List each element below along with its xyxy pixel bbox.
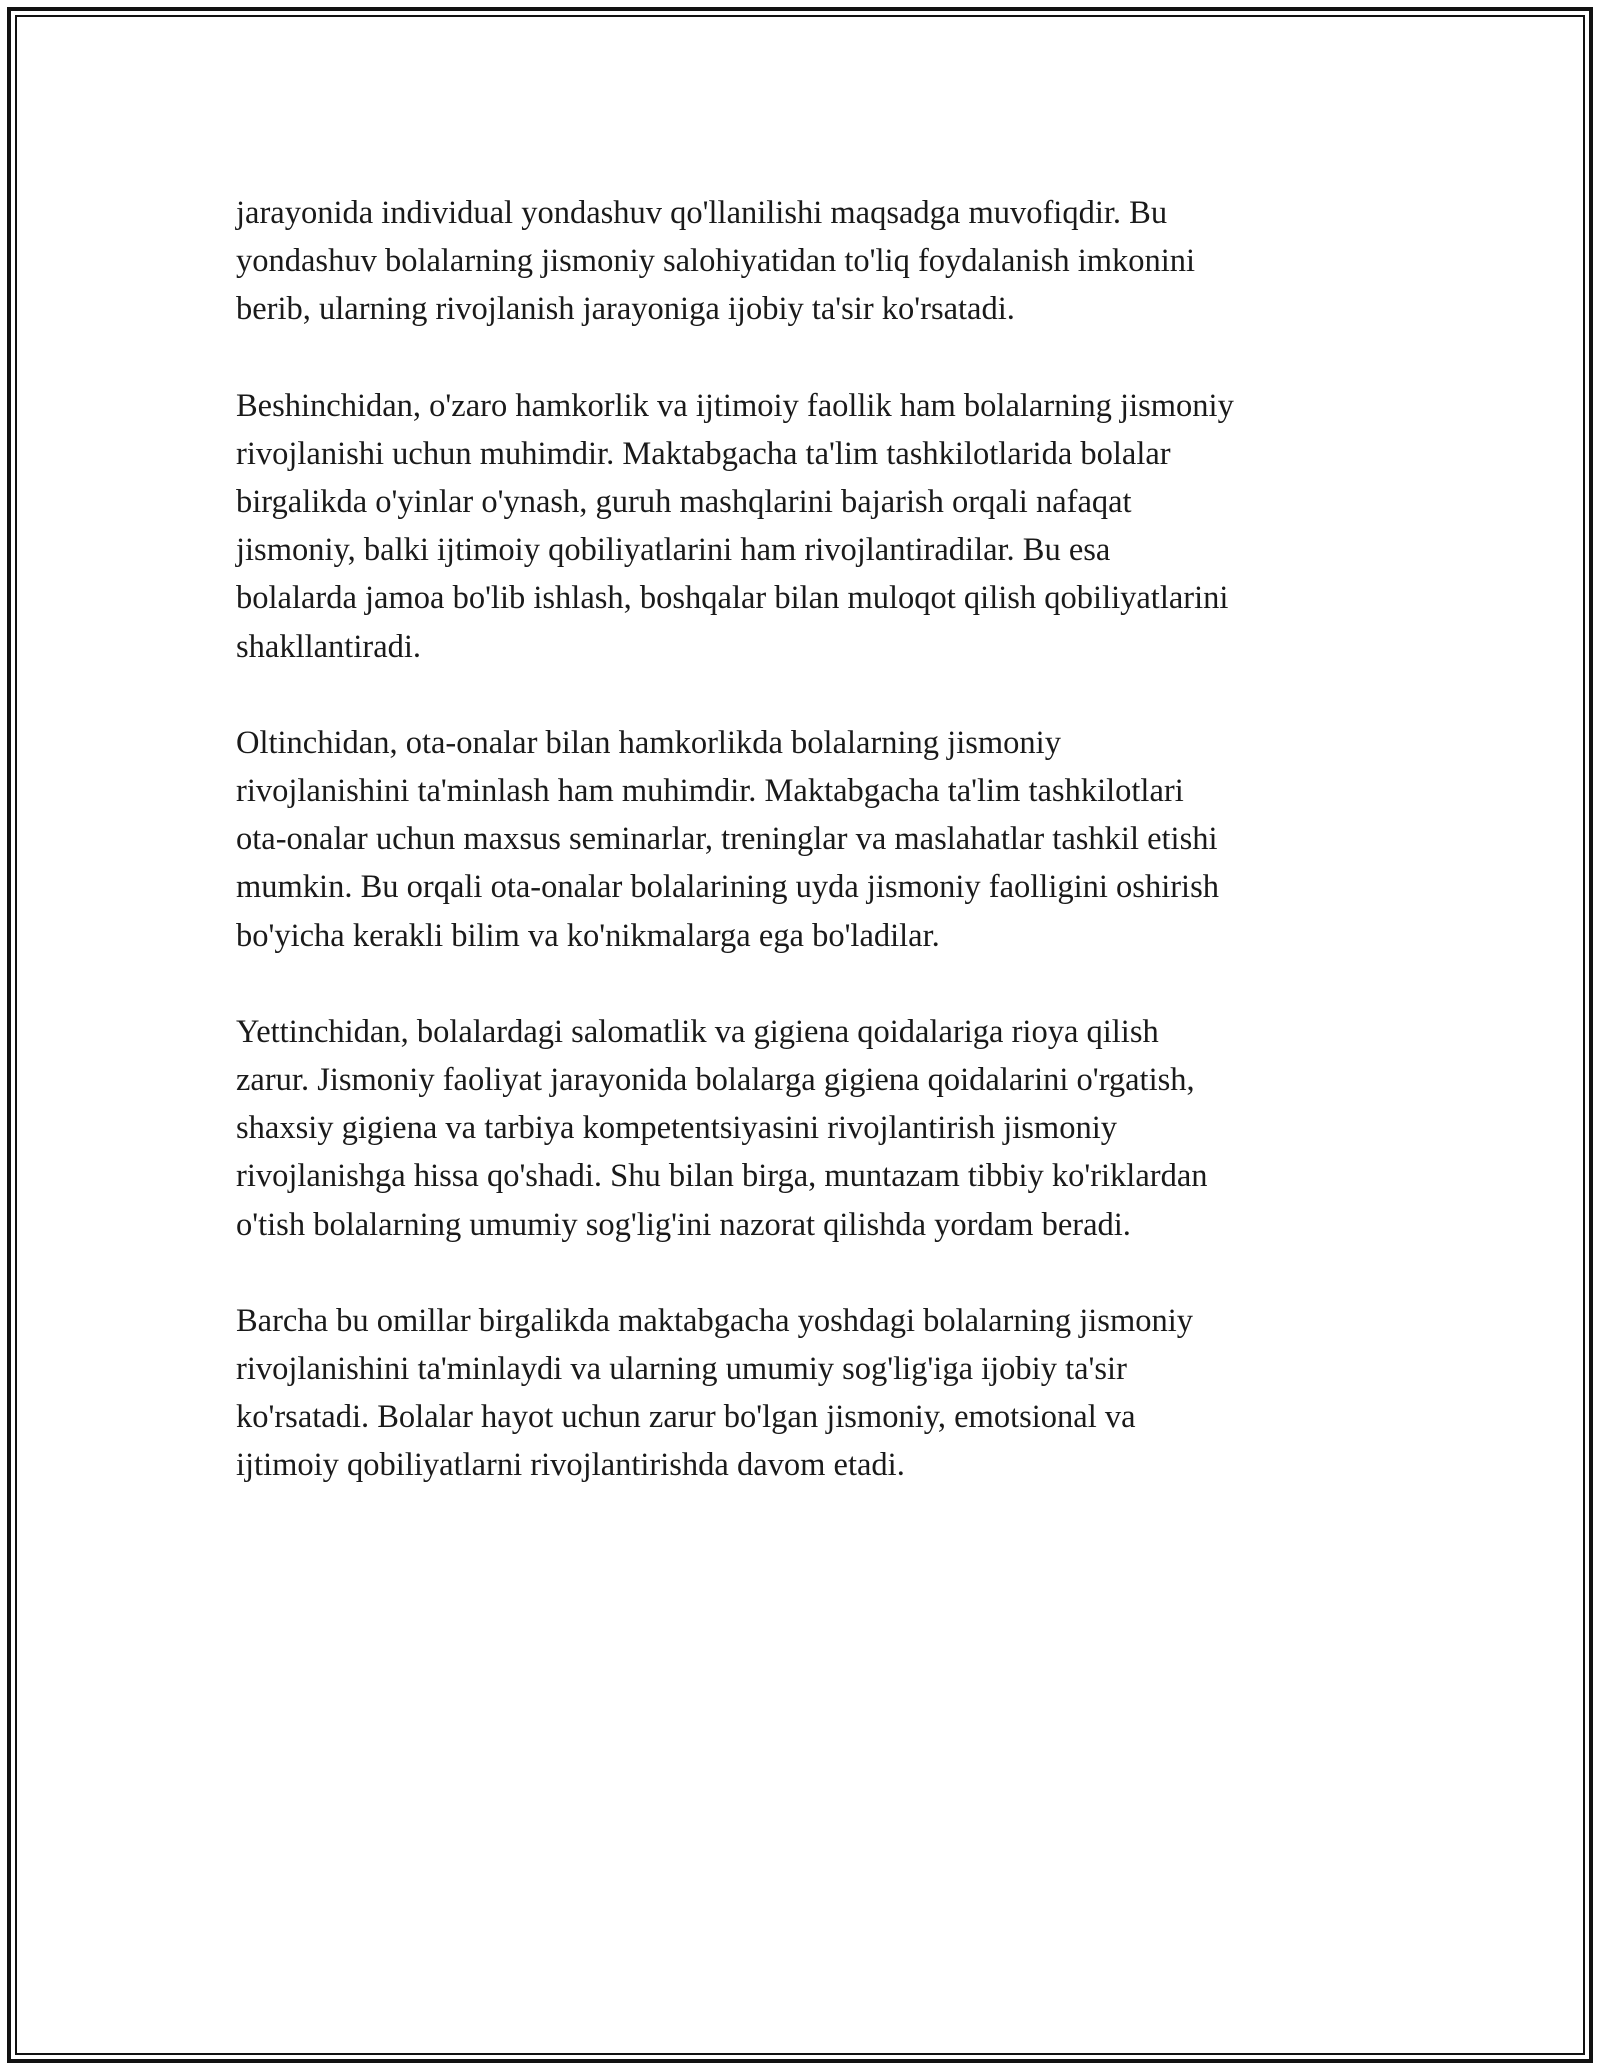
- text-line: rivojlanishi uchun muhimdir. Maktabgacha ta'lim tashkilotlarida bolalar: [236, 435, 1171, 472]
- text-line: rivojlanishga hissa qo'shadi. Shu bilan birga, muntazam tibbiy ko'riklardan: [236, 1158, 1208, 1195]
- text-line: Beshinchidan, o'zaro hamkorlik va ijtimoiy faollik ham bolalarning jismoniy: [236, 387, 1234, 424]
- text-line: zarur. Jismoniy faoliyat jarayonida bolalarga gigiena qoidalarini o'rgatish,: [236, 1062, 1195, 1099]
- text-line: ota-onalar uchun maxsus seminarlar, treninglar va maslahatlar tashkil etishi: [236, 821, 1218, 858]
- paragraph-5: [236, 1297, 1364, 1490]
- text-line: Yettinchidan, bolalardagi salomatlik va gigiena qoidalariga rioya qilish: [236, 1013, 1159, 1050]
- text-line: shakllantiradi.: [236, 628, 422, 665]
- text-line: o'tish bolalarning umumiy sog'lig'ini nazorat qilishda yordam beradi.: [236, 1206, 1131, 1243]
- document-body: [236, 189, 1364, 1538]
- text-line: jarayonida individual yondashuv qo'llanilishi maqsadga muvofiqdir. Bu: [236, 195, 1168, 231]
- text-line: rivojlanishini ta'minlaydi va ularning umumiy sog'lig'iga ijobiy ta'sir: [236, 1351, 1127, 1388]
- paragraph-1: [236, 189, 1364, 334]
- text-line: mumkin. Bu orqali ota-onalar bolalarining uyda jismoniy faolligini oshirish: [236, 869, 1219, 906]
- paragraph-3: [236, 719, 1364, 960]
- text-line: shaxsiy gigiena va tarbiya kompetentsiyasini rivojlantirish jismoniy: [236, 1110, 1117, 1147]
- text-line: berib, ularning rivojlanish jarayoniga ijobiy ta'sir ko'rsatadi.: [236, 291, 1015, 328]
- text-line: bo'yicha kerakli bilim va ko'nikmalarga ega bo'ladilar.: [236, 917, 940, 954]
- text-line: birgalikda o'yinlar o'ynash, guruh mashqlarini bajarish orqali nafaqat: [236, 484, 1132, 521]
- paragraph-4: [236, 1008, 1364, 1249]
- text-line: bolalarda jamoa bo'lib ishlash, boshqalar bilan muloqot qilish qobiliyatlarini: [236, 580, 1229, 617]
- text-line: jismoniy, balki ijtimoiy qobiliyatlarini ham rivojlantiradilar. Bu esa: [236, 532, 1111, 569]
- text-line: ko'rsatadi. Bolalar hayot uchun zarur bo'lgan jismoniy, emotsional va: [236, 1399, 1136, 1436]
- paragraph-2: [236, 382, 1364, 671]
- text-line: Barcha bu omillar birgalikda maktabgacha yoshdagi bolalarning jismoniy: [236, 1302, 1194, 1339]
- text-line: rivojlanishini ta'minlash ham muhimdir. Maktabgacha ta'lim tashkilotlari: [236, 773, 1184, 810]
- text-line: yondashuv bolalarning jismoniy salohiyatidan to'liq foydalanish imkonini: [236, 243, 1196, 280]
- text-line: ijtimoiy qobiliyatlarni rivojlantirishda davom etadi.: [236, 1447, 905, 1484]
- text-line: Oltinchidan, ota-onalar bilan hamkorlikda bolalarning jismoniy: [236, 724, 1061, 761]
